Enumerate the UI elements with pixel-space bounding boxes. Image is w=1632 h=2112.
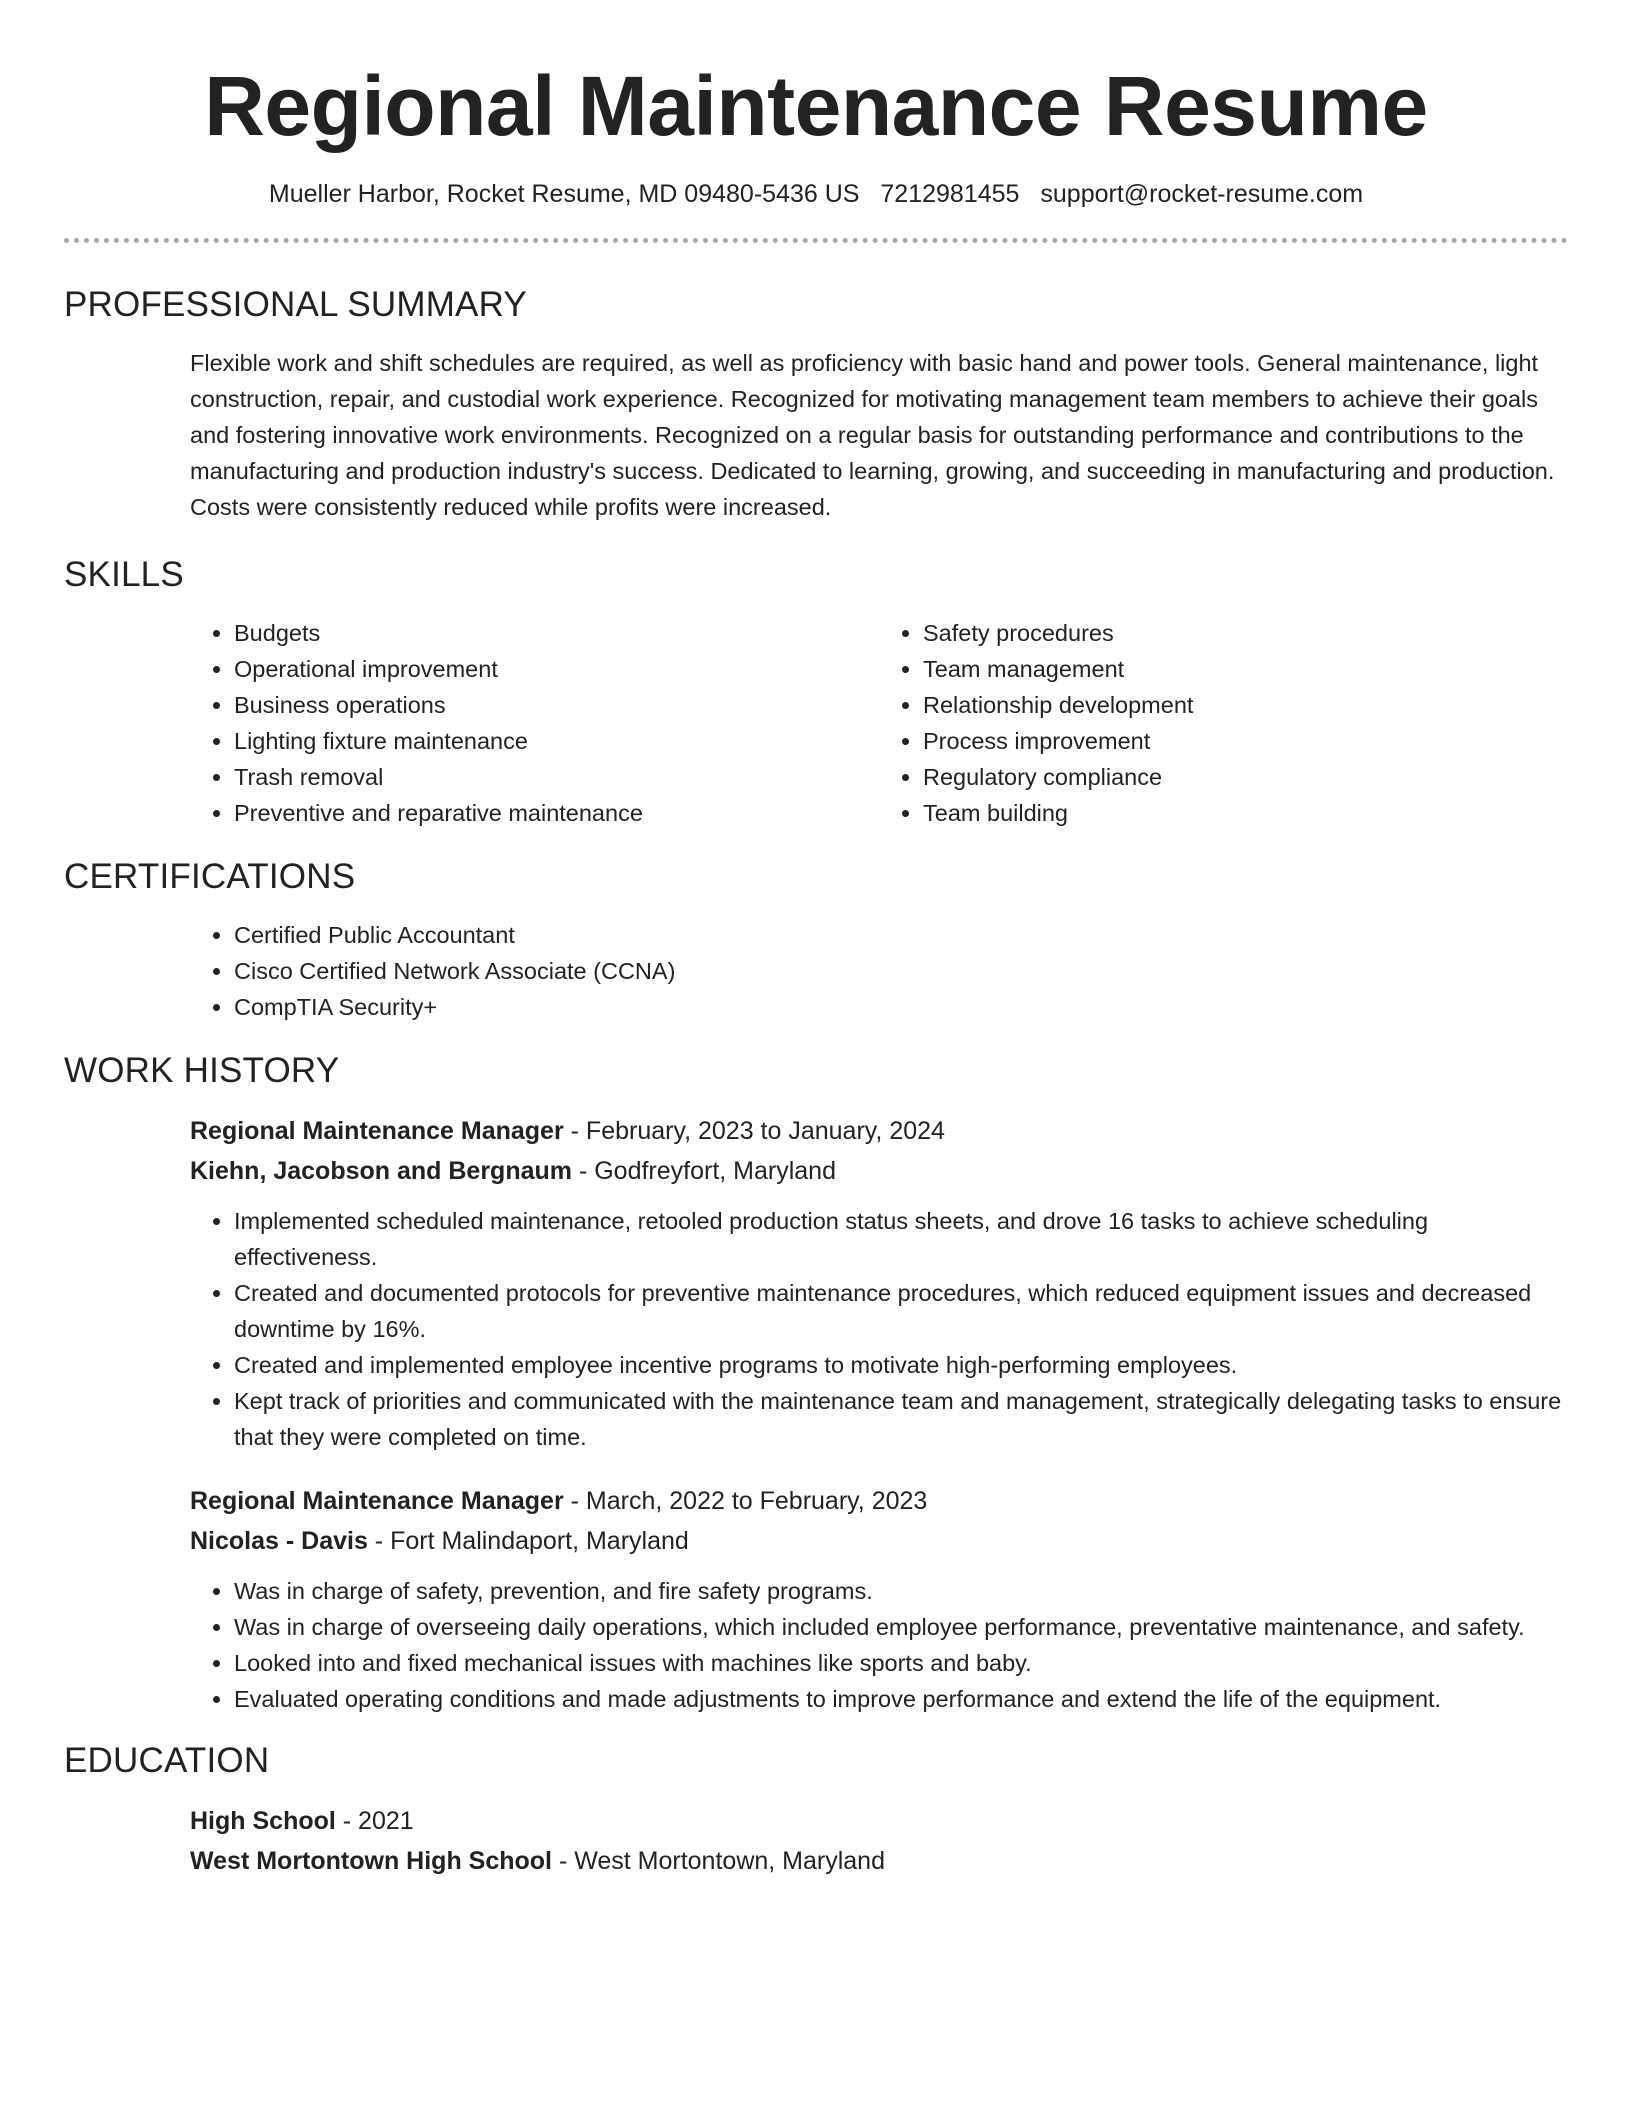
job-company-line (190, 1521, 1568, 1561)
job-bullet: • Was in charge of safety, prevention, and fire safety programs. (234, 1573, 1568, 1609)
job-bullets (190, 1573, 1568, 1717)
skill-item: • Relationship development (923, 687, 1568, 723)
job-bullet: • Implemented scheduled maintenance, retooled production status sheets, and drove 16 tasks to achieve scheduling effectiveness. (234, 1203, 1568, 1275)
job-company: Kiehn, Jacobson and Bergnaum (190, 1157, 573, 1185)
job-entry (190, 1481, 1568, 1717)
education-school-line (190, 1841, 1568, 1881)
skill-item: • Business operations (234, 687, 879, 723)
skill-item: • Safety procedures (923, 615, 1568, 651)
education-section (64, 1739, 1568, 1881)
skill-item: • Trash removal (234, 759, 879, 795)
job-location: - Fort Malindaport, Maryland (367, 1527, 689, 1555)
skill-item: • Preventive and reparative maintenance (234, 795, 879, 831)
education-heading: EDUCATION (64, 1741, 270, 1780)
job-bullet: • Was in charge of overseeing daily operations, which included employee performance, preventative maintenance, and safety. (234, 1609, 1568, 1645)
summary-section (64, 283, 1568, 525)
education-degree: High School (190, 1807, 336, 1835)
education-year: - 2021 (335, 1807, 414, 1835)
education-entry (190, 1801, 1568, 1881)
job-company-line (190, 1151, 1568, 1191)
certifications-heading: CERTIFICATIONS (64, 857, 356, 896)
job-bullet: • Created and implemented employee incentive programs to motivate high-performing employees. (234, 1347, 1568, 1383)
job-bullet: • Evaluated operating conditions and made adjustments to improve performance and extend the life of the equipment. (234, 1681, 1568, 1717)
skill-item: • Regulatory compliance (923, 759, 1568, 795)
job-bullets (190, 1203, 1568, 1455)
skills-list-left (190, 615, 879, 831)
contact-phone: 7212981455 (880, 180, 1020, 208)
job-location: - Godfreyfort, Maryland (572, 1157, 836, 1185)
job-entry (190, 1111, 1568, 1455)
skill-item: • Operational improvement (234, 651, 879, 687)
job-title-line (190, 1481, 1568, 1521)
skill-item: • Budgets (234, 615, 879, 651)
summary-text: Flexible work and shift schedules are required, as well as proficiency with basic hand and power tools. General maintenance, light construction, repair, and custodial work experience. Recognized for motivating management team members to achieve their goals and fostering innovative work environments. Recognized on a regular basis for outstanding performance and contributions to the manufacturing and production industry's success. Dedicated to learning, growing, and succeeding in manufacturing and production. Costs were consistently reduced while profits were increased. (190, 350, 1555, 520)
header-divider (64, 238, 1568, 243)
work-history-heading: WORK HISTORY (64, 1051, 340, 1090)
contact-line (64, 178, 1568, 210)
job-bullet: • Looked into and fixed mechanical issues with machines like sports and baby. (234, 1645, 1568, 1681)
job-dates: - March, 2022 to February, 2023 (563, 1487, 928, 1515)
job-bullet: • Kept track of priorities and communicated with the maintenance team and management, strategically delegating tasks to ensure that they were completed on time. (234, 1383, 1568, 1455)
skill-item: • Team management (923, 651, 1568, 687)
education-location: - West Mortontown, Maryland (552, 1847, 885, 1875)
skills-section (64, 553, 1568, 831)
skills-heading: SKILLS (64, 555, 184, 594)
contact-address: Mueller Harbor, Rocket Resume, MD 09480-5436 US (268, 180, 860, 208)
job-title: Regional Maintenance Manager (190, 1117, 564, 1145)
summary-heading: PROFESSIONAL SUMMARY (64, 285, 527, 324)
job-title: Regional Maintenance Manager (190, 1487, 564, 1515)
education-degree-line (190, 1801, 1568, 1841)
certification-item: • Certified Public Accountant (234, 917, 1568, 953)
education-school: West Mortontown High School (190, 1847, 552, 1875)
certifications-list (190, 917, 1568, 1025)
skills-list-right (879, 615, 1568, 831)
job-title-line (190, 1111, 1568, 1151)
skill-item: • Process improvement (923, 723, 1568, 759)
job-company: Nicolas - Davis (190, 1527, 368, 1555)
skill-item: • Lighting fixture maintenance (234, 723, 879, 759)
certification-item: • Cisco Certified Network Associate (CCNA) (234, 953, 1568, 989)
skills-columns (190, 615, 1568, 831)
resume-title: Regional Maintenance Resume (204, 59, 1428, 153)
contact-email: support@rocket-resume.com (1040, 180, 1364, 208)
skill-item: • Team building (923, 795, 1568, 831)
job-bullet: • Created and documented protocols for preventive maintenance procedures, which reduced equipment issues and decreased downtime by 16%. (234, 1275, 1568, 1347)
certification-item: • CompTIA Security+ (234, 989, 1568, 1025)
job-dates: - February, 2023 to January, 2024 (563, 1117, 945, 1145)
certifications-section (64, 855, 1568, 1025)
work-history-section (64, 1049, 1568, 1717)
